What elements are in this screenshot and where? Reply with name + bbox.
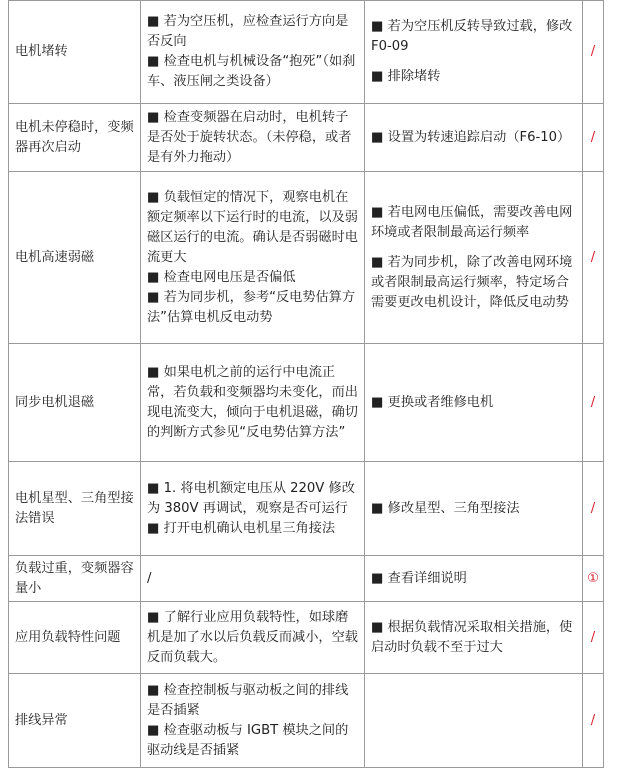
cause-text: ■ 负载恒定的情况下，观察电机在额定频率以下运行时的电流，以及弱磁区运行的电流。确认是否弱磁时电流更大 [147,189,358,265]
solution-cell [365,344,583,462]
cause-text: ■ 检查电网电压是否偏低 [147,269,296,285]
solution-text: ■ 若为空压机反转导致过载，修改 F0-09 [371,19,573,54]
cause-text: ■ 检查电机与机械设备“抱死”（如刹车、液压闸之类设备） [147,54,356,89]
solution-cell [365,172,583,344]
table-row [9,556,604,602]
cause-text: ■ 检查驱动板与 IGBT 模块之间的驱动线是否插紧 [147,722,349,758]
solution-cell [365,556,583,602]
solution-text: ■ 查看详细说明 [371,570,467,586]
solution-cell [365,462,583,556]
note-cell: / [583,1,604,104]
table-row [9,344,604,462]
problem-cell: 负载过重，变频器容量小 [9,556,141,602]
cause-cell [141,602,365,674]
table-row [9,104,604,172]
cause-text: ■ 了解行业应用负载特性，如球磨机是加了水以后负载反而减小，空载反而负载大。 [147,609,358,665]
note-cell: / [583,104,604,172]
problem-cell: 同步电机退磁 [9,344,141,462]
note-cell: / [583,674,604,768]
cause-text: / [147,570,152,586]
solution-text: ■ 设置为转速追踪启动（F6-10） [371,129,571,145]
cause-text: ■ 1. 将电机额定电压从 220V 修改为 380V 再调试，观察是否可运行 [147,480,355,516]
solution-text: ■ 排除堵转 [371,69,441,84]
table-row [9,1,604,104]
solution-cell [365,1,583,104]
cause-cell [141,344,365,462]
solution-text: ■ 若为同步机，除了改善电网环境或者限制最高运行频率，特定场合需要更改电机设计，降低反电动势 [371,254,573,310]
table-row [9,674,604,768]
solution-text: ■ 更换或者维修电机 [371,394,494,410]
solution-cell [365,674,583,768]
note-cell: / [583,602,604,674]
cause-text: ■ 如果电机之前的运行中电流正常，若负载和变频器均未变化，而出现电流变大，倾向于电机退磁，确切的判断方式参见“反电势估算方法” [147,364,358,440]
problem-cell: 电机堵转 [9,1,141,104]
table-row [9,462,604,556]
table-row [9,602,604,674]
table-row [9,172,604,344]
cause-cell [141,104,365,172]
problem-cell: 排线异常 [9,674,141,768]
cause-text: ■ 若为同步机，参考“反电势估算方法”估算电机反电动势 [147,289,356,325]
note-cell: ① [583,556,604,602]
cause-cell [141,556,365,602]
solution-cell [365,104,583,172]
cause-text: ■ 检查变频器在启动时，电机转子是否处于旋转状态。（未停稳，或者是有外力拖动） [147,109,352,165]
solution-text: ■ 根据负载情况采取相关措施，使启动时负载不至于过大 [371,619,573,655]
cause-text: ■ 若为空压机，应检查运行方向是否反向 [147,14,349,49]
note-cell: / [583,172,604,344]
problem-cell: 电机未停稳时，变频器再次启动 [9,104,141,172]
solution-text: ■ 若电网电压偏低，需要改善电网环境或者限制最高运行频率 [371,204,573,240]
cause-text: ■ 打开电机确认电机星三角接法 [147,520,336,536]
problem-cell: 电机星型、三角型接法错误 [9,462,141,556]
note-cell: / [583,462,604,556]
cause-cell [141,462,365,556]
problem-cell: 电机高速弱磁 [9,172,141,344]
cause-cell [141,1,365,104]
solution-text: ■ 修改星型、三角型接法 [371,500,520,516]
cause-cell [141,172,365,344]
solution-cell [365,602,583,674]
problem-cell: 应用负载特性问题 [9,602,141,674]
note-cell: / [583,344,604,462]
cause-cell [141,674,365,768]
troubleshooting-table [8,0,604,768]
cause-text: ■ 检查控制板与驱动板之间的排线是否插紧 [147,682,349,718]
